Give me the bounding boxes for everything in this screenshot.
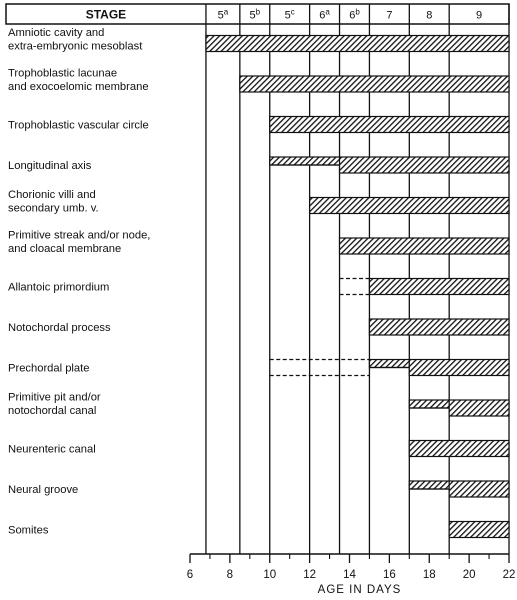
stage-label-5 xyxy=(386,10,392,22)
feature-labels xyxy=(8,27,150,537)
x-tick-label-2: 10 xyxy=(263,569,277,581)
feature-label-6-0: Allantoic primordium xyxy=(8,281,110,294)
x-axis xyxy=(187,554,516,596)
feature-bar-2 xyxy=(270,117,509,133)
feature-label-1-0: Trophoblastic lacunae xyxy=(8,67,118,80)
feature-label-10-0: Neurenteric canal xyxy=(8,443,96,456)
feature-label-0-0: Amniotic cavity and xyxy=(8,26,105,39)
stage-number: 5 xyxy=(217,9,224,22)
feature-bar-11 xyxy=(449,481,509,497)
x-tick-label-3: 12 xyxy=(303,569,317,581)
stage-label-4 xyxy=(349,8,360,22)
feature-label-2-0: Trophoblastic vascular circle xyxy=(8,119,149,132)
feature-label-5-0: Primitive streak and/or node, xyxy=(8,229,151,242)
feature-bar-1 xyxy=(240,76,509,92)
x-tick-label-7: 20 xyxy=(462,569,476,581)
stage-number: 6 xyxy=(349,9,356,22)
stage-number: 5 xyxy=(249,9,256,22)
feature-bars xyxy=(206,36,509,538)
feature-bar-10 xyxy=(409,441,509,457)
feature-bar-9 xyxy=(449,400,509,416)
feature-bar-lead-3 xyxy=(270,157,340,165)
feature-bar-0 xyxy=(206,36,509,52)
stage-number: 8 xyxy=(426,9,433,22)
stage-substage: b xyxy=(355,7,360,17)
stage-label-1 xyxy=(250,8,261,22)
feature-label-8-0: Prechordal plate xyxy=(8,362,90,375)
x-tick-label-4: 14 xyxy=(343,569,356,581)
x-tick-label-5: 16 xyxy=(382,569,396,581)
x-tick-label-6: 18 xyxy=(422,569,436,581)
stage-substage: a xyxy=(223,7,229,17)
stage-substage: c xyxy=(290,7,295,17)
feature-label-4-1: secondary umb. v. xyxy=(8,202,99,215)
stage-label-7 xyxy=(476,10,482,22)
stage-number: 7 xyxy=(386,9,393,22)
feature-label-1-1: and exocoelomic membrane xyxy=(8,80,149,93)
x-tick-label-0: 6 xyxy=(186,569,194,581)
feature-label-3-0: Longitudinal axis xyxy=(8,160,92,172)
feature-label-7-0: Notochordal process xyxy=(8,322,111,334)
x-axis-label: AGE IN DAYS xyxy=(317,584,402,596)
stage-substage: a xyxy=(325,7,330,17)
stage-label-6 xyxy=(426,10,432,22)
stage-number: 5 xyxy=(284,9,291,22)
feature-label-9-0: Primitive pit and/or xyxy=(8,391,101,404)
feature-label-5-1: and cloacal membrane xyxy=(8,242,122,255)
stage-label-2 xyxy=(285,8,295,22)
x-tick-label-1: 8 xyxy=(226,569,234,581)
feature-label-9-1: notochordal canal xyxy=(8,404,97,417)
stage-number: 6 xyxy=(319,9,326,22)
feature-bar-7 xyxy=(369,319,509,335)
feature-bar-12 xyxy=(449,522,509,538)
feature-label-0-1: extra-embryonic mesoblast xyxy=(8,40,143,53)
feature-bar-lead-8 xyxy=(369,360,409,368)
stage-label-0 xyxy=(218,8,229,22)
stage-label-3 xyxy=(319,8,330,22)
feature-bar-8 xyxy=(409,360,509,376)
feature-label-11-0: Neural groove xyxy=(8,484,79,496)
feature-bar-5 xyxy=(340,238,509,254)
stage-header-label: STAGE xyxy=(85,7,127,22)
stage-substage: b xyxy=(255,7,261,17)
feature-bar-3 xyxy=(340,157,509,173)
feature-bar-6 xyxy=(369,279,509,295)
feature-label-4-0: Chorionic villi and xyxy=(8,188,96,201)
x-tick-label-8: 22 xyxy=(502,569,516,581)
feature-label-12-0: Somites xyxy=(8,524,49,537)
feature-bar-lead-11 xyxy=(409,481,449,489)
feature-bar-4 xyxy=(310,198,509,214)
feature-bar-lead-9 xyxy=(409,400,449,408)
stage-number: 9 xyxy=(476,9,483,22)
